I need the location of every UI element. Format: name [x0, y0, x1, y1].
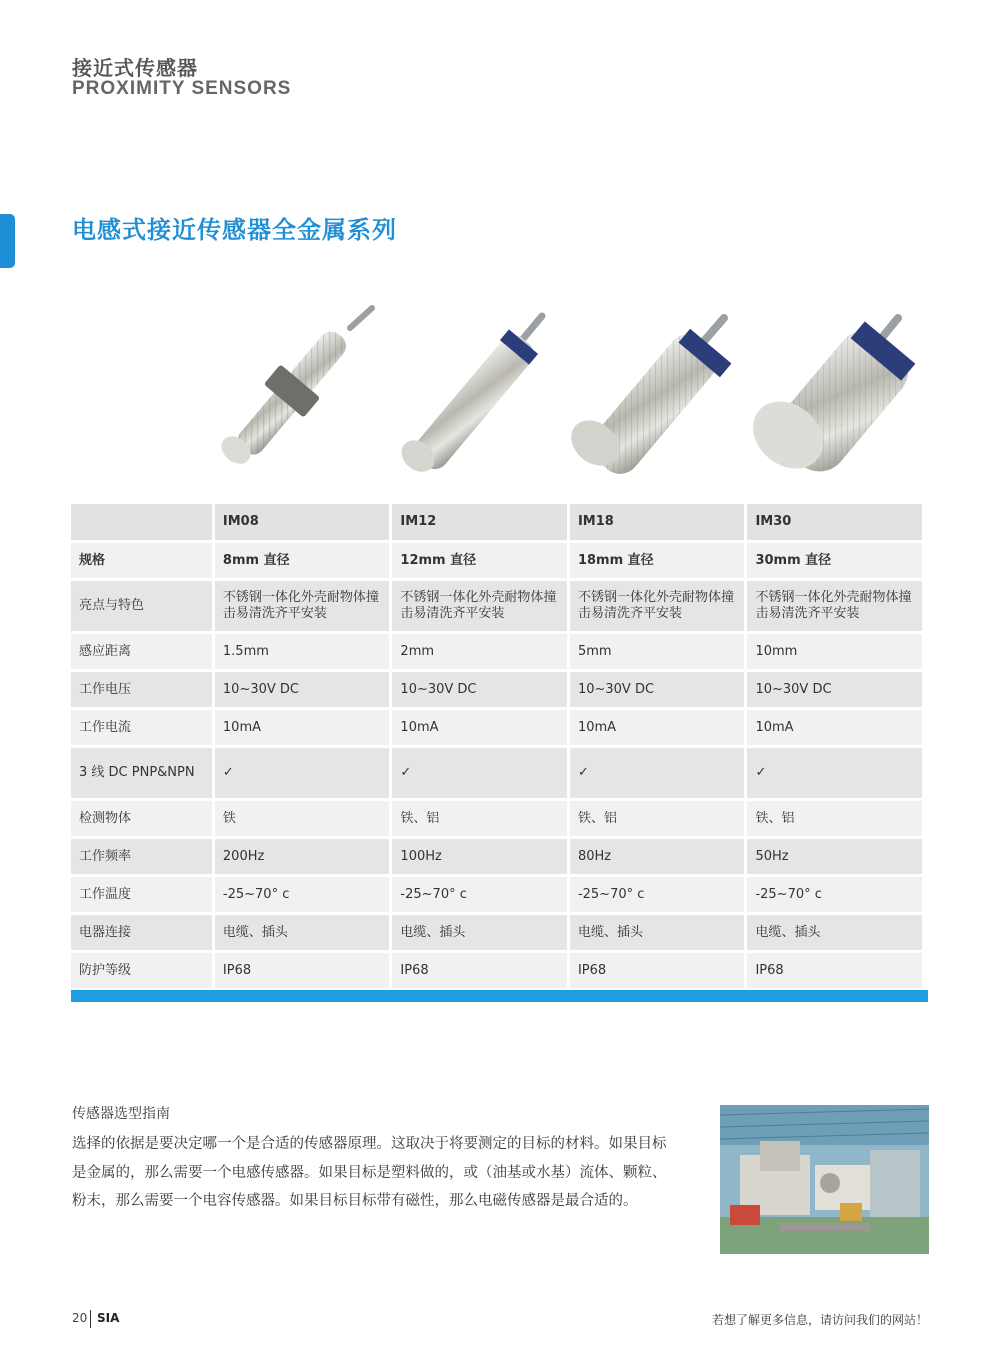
table-cell: 50Hz [747, 839, 922, 874]
footer-brand: SIA [97, 1311, 120, 1325]
table-header-model: IM30 [747, 504, 922, 540]
row-label: 工作电流 [71, 710, 212, 745]
row-label: 亮点与特色 [71, 581, 212, 631]
table-cell: 8mm 直径 [215, 543, 390, 578]
table-row [71, 801, 922, 836]
table-row [71, 672, 922, 707]
table-row [71, 581, 922, 631]
side-tab-marker [0, 214, 15, 268]
table-header-empty [71, 504, 212, 540]
table-row [71, 953, 922, 988]
table-cell: 不锈钢一体化外壳耐物体撞击易清洗齐平安装 [392, 581, 567, 631]
table-row [71, 543, 922, 578]
table-cell: 100Hz [392, 839, 567, 874]
table-cell: 铁、铝 [747, 801, 922, 836]
table-cell: -25~70° c [747, 877, 922, 912]
table-header-model: IM12 [392, 504, 567, 540]
table-cell: 铁、铝 [570, 801, 745, 836]
header-title-cn: 接近式传感器 [72, 56, 198, 80]
table-cell: 10~30V DC [570, 672, 745, 707]
table-cell: 2mm [392, 634, 567, 669]
guide-text: 选择的依据是要决定哪一个是合适的传感器原理。这取决于将要测定的目标的材料。如果目标是金属的，那么需要一个电感传感器。如果目标是塑料做的，或（油基或水基）流体、颗粒、粉末，那么需要一个电容传感器。如果目标目标带有磁性，那么电磁传感器是最合适的。 [72, 1136, 667, 1209]
sensor-product-illustration [200, 300, 928, 485]
row-label: 工作温度 [71, 877, 212, 912]
row-label: 电器连接 [71, 915, 212, 950]
table-bottom-bar [71, 990, 928, 1002]
table-row [71, 839, 922, 874]
table-cell: 电缆、插头 [215, 915, 390, 950]
row-label: 工作频率 [71, 839, 212, 874]
table-cell: 铁 [215, 801, 390, 836]
table-cell: IP68 [747, 953, 922, 988]
table-cell: 铁、铝 [392, 801, 567, 836]
table-row [71, 915, 922, 950]
table-cell: IP68 [392, 953, 567, 988]
table-cell: 10mm [747, 634, 922, 669]
table-cell: -25~70° c [392, 877, 567, 912]
guide-title: 传感器选型指南 [72, 1106, 170, 1122]
table-cell: 10mA [215, 710, 390, 745]
header-title-en: PROXIMITY SENSORS [72, 78, 292, 99]
footer-website-note: 若想了解更多信息，请访问我们的网站！ [711, 1313, 928, 1327]
factory-image [720, 1105, 929, 1254]
table-cell: 1.5mm [215, 634, 390, 669]
table-row [71, 877, 922, 912]
table-cell: ✓ [570, 748, 745, 798]
table-cell: ✓ [392, 748, 567, 798]
table-cell: IP68 [570, 953, 745, 988]
product-images [200, 300, 928, 485]
row-label: 工作电压 [71, 672, 212, 707]
table-cell: 电缆、插头 [392, 915, 567, 950]
table-row [71, 748, 922, 798]
im18-sensor-image [562, 318, 731, 482]
table-header-row [71, 504, 922, 540]
table-cell: -25~70° c [215, 877, 390, 912]
table-cell: -25~70° c [570, 877, 745, 912]
row-label: 3 线 DC PNP&NPN [71, 748, 212, 798]
table-cell: 10mA [570, 710, 745, 745]
table-row [71, 710, 922, 745]
row-label: 感应距离 [71, 634, 212, 669]
table-row [71, 634, 922, 669]
table-cell: 80Hz [570, 839, 745, 874]
table-cell: 10~30V DC [215, 672, 390, 707]
table-cell: 12mm 直径 [392, 543, 567, 578]
table-cell: 10mA [392, 710, 567, 745]
table-cell: 10mA [747, 710, 922, 745]
table-cell: 电缆、插头 [570, 915, 745, 950]
table-cell: 5mm [570, 634, 745, 669]
table-cell: 电缆、插头 [747, 915, 922, 950]
table-cell: 18mm 直径 [570, 543, 745, 578]
table-cell: 不锈钢一体化外壳耐物体撞击易清洗齐平安装 [747, 581, 922, 631]
footer-separator [90, 1310, 91, 1328]
table-header-model: IM18 [570, 504, 745, 540]
spec-table [68, 501, 925, 991]
table-cell: 30mm 直径 [747, 543, 922, 578]
table-cell: 10~30V DC [392, 672, 567, 707]
section-title: 电感式接近传感器全金属系列 [72, 216, 397, 244]
table-cell: IP68 [215, 953, 390, 988]
table-cell: ✓ [747, 748, 922, 798]
im08-sensor-image [216, 308, 372, 469]
table-cell: ✓ [215, 748, 390, 798]
im30-sensor-image [740, 318, 920, 483]
table-cell: 不锈钢一体化外壳耐物体撞击易清洗齐平安装 [570, 581, 745, 631]
table-cell: 10~30V DC [747, 672, 922, 707]
row-label: 检测物体 [71, 801, 212, 836]
row-label: 防护等级 [71, 953, 212, 988]
table-cell: 不锈钢一体化外壳耐物体撞击易清洗齐平安装 [215, 581, 390, 631]
im12-sensor-image [395, 316, 542, 478]
page-number: 20 [72, 1311, 88, 1325]
table-header-model: IM08 [215, 504, 390, 540]
table-cell: 200Hz [215, 839, 390, 874]
factory-photo [720, 1105, 929, 1254]
row-label: 规格 [71, 543, 212, 578]
